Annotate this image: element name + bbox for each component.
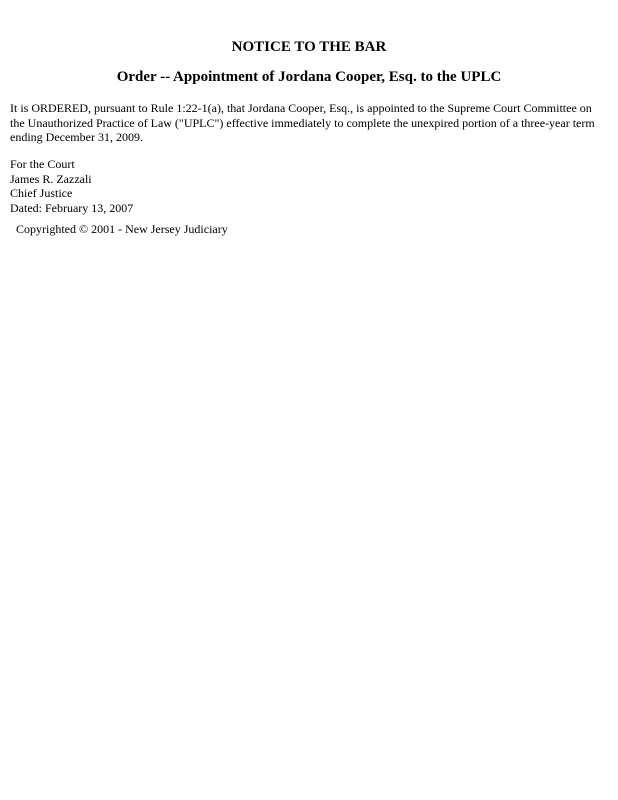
copyright-footer: Copyrighted © 2001 - New Jersey Judiciary <box>16 222 228 236</box>
order-body-text: It is ORDERED, pursuant to Rule 1:22-1(a), that Jordana Cooper, Esq., is appointed to the Supreme Court Committee on the Unauthorized Practice of Law ("UPLC") effective immediately to complete the unexpired portion of a three-year term ending December 31, 2009. <box>10 101 595 144</box>
signature-block <box>10 157 410 215</box>
notice-title: NOTICE TO THE BAR <box>231 39 387 55</box>
order-subtitle: Order -- Appointment of Jordana Cooper, Esq. to the UPLC <box>116 69 502 85</box>
signature-for-the-court: For the Court <box>10 157 75 171</box>
signature-date: Dated: February 13, 2007 <box>10 200 134 215</box>
signature-name: James R. Zazzali <box>10 171 92 186</box>
signature-role: Chief Justice <box>10 186 73 200</box>
